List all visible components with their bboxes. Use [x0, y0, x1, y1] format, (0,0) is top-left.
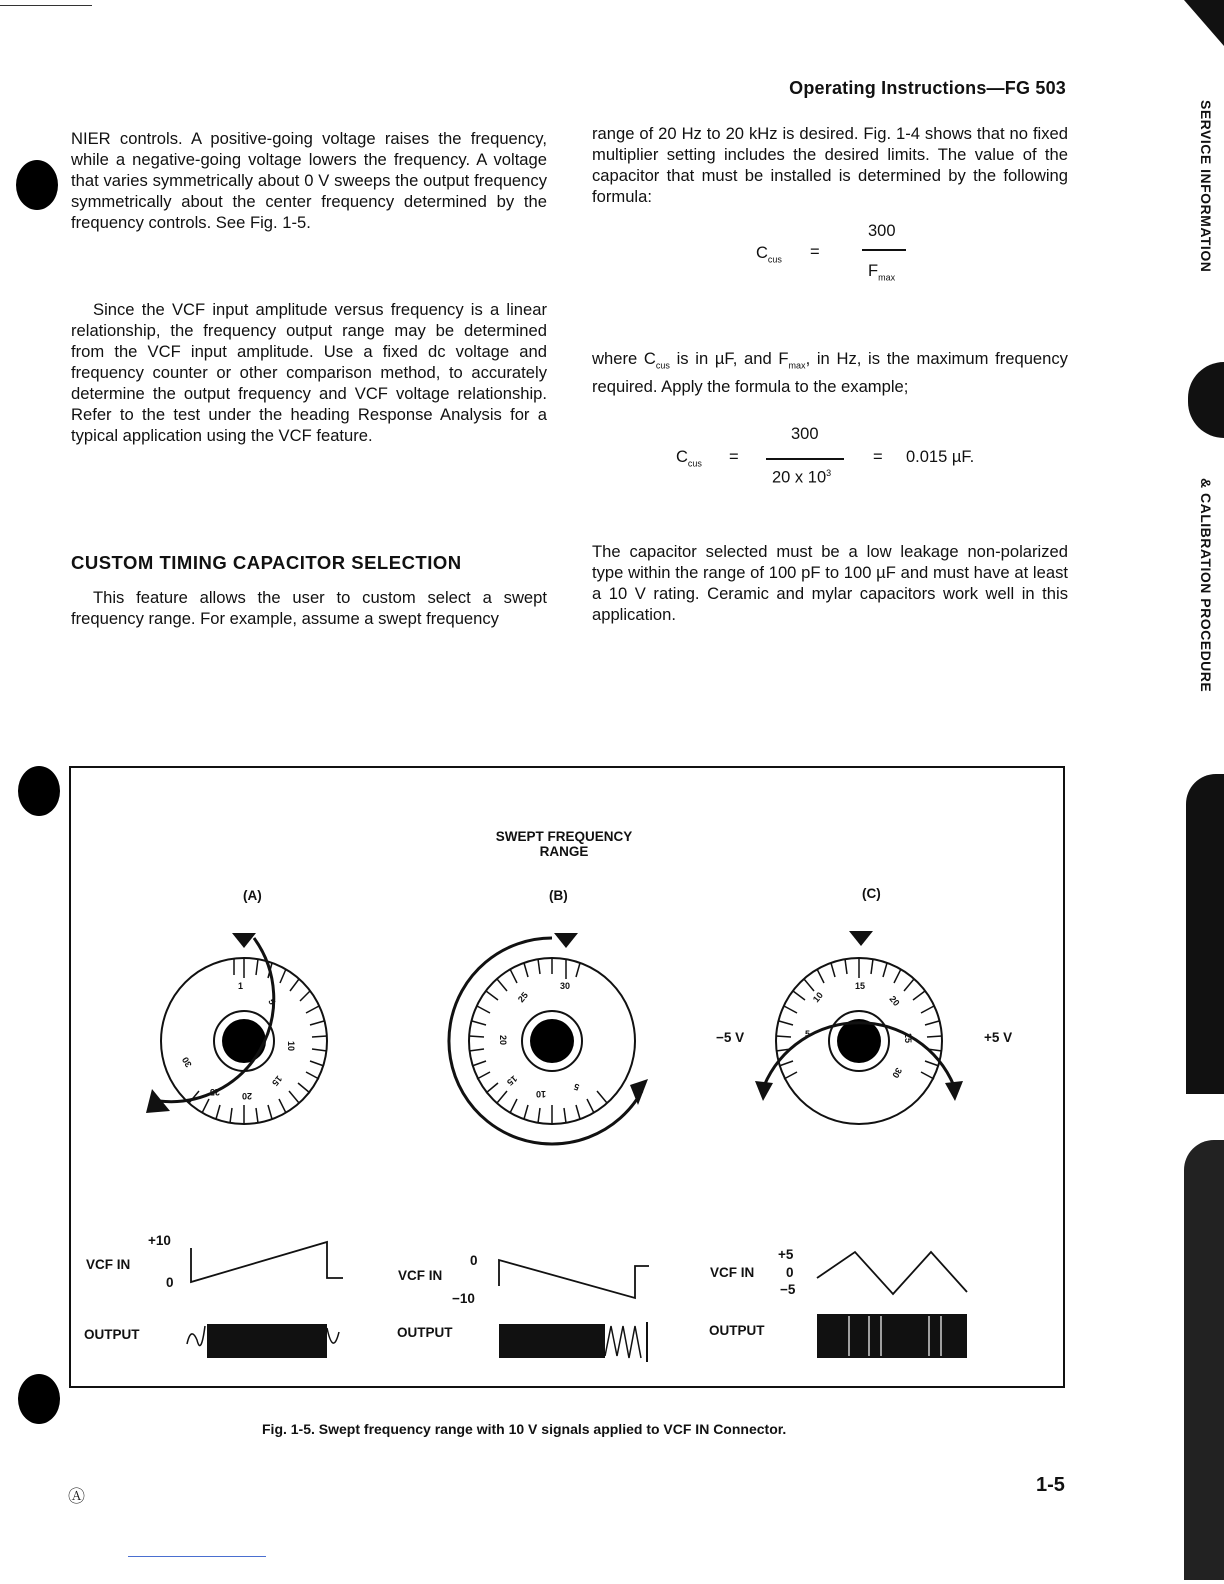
panel-b-vcf-bottom: −10 — [452, 1291, 475, 1306]
dial-a-num-5: 5 — [266, 997, 278, 1007]
dial-b-num-10: 10 — [535, 1089, 546, 1099]
left-paragraph-3 — [71, 587, 547, 629]
panel-a-label: (A) — [243, 888, 262, 903]
dial-b-num-15: 15 — [505, 1073, 520, 1088]
left-paragraph-2 — [71, 299, 547, 446]
dial-c-num-20: 20 — [887, 993, 902, 1008]
dial-a-pointer-icon — [232, 933, 256, 948]
formula2-result: 0.015 µF. — [906, 448, 975, 466]
dial-a — [146, 933, 327, 1124]
right-paragraph-1 — [592, 123, 1068, 207]
tab-marker-3 — [1186, 774, 1224, 1094]
dial-c — [755, 931, 963, 1124]
vcf-c-triangle — [817, 1252, 967, 1294]
side-tab-service-information: SERVICE INFORMATION — [1198, 100, 1214, 273]
dial-c-pointer-icon — [849, 931, 873, 946]
panel-b-vcf-top: 0 — [470, 1253, 478, 1268]
panel-c-output-label: OUTPUT — [709, 1323, 765, 1338]
dial-a-num-25: 25 — [209, 1087, 220, 1097]
panel-b-vcf-label: VCF IN — [398, 1268, 443, 1283]
formula1-numerator: 300 — [868, 222, 896, 240]
formula2-equals-2: = — [873, 448, 883, 466]
dial-b-knob — [530, 1019, 574, 1063]
paragraph-custom-timing: This feature allows the user to custom select a swept frequency range. For example, assume a swept frequency — [71, 588, 547, 628]
dial-b-num-30: 30 — [560, 981, 571, 991]
panel-c-minus5v: −5 V — [716, 1030, 745, 1045]
dial-c-right-arrow-icon — [945, 1081, 963, 1101]
dial-a-num-10: 10 — [286, 1041, 296, 1052]
tab-marker-2 — [1188, 362, 1224, 438]
formula1-equals: = — [810, 243, 820, 261]
paragraph-vcf-controls: NIER controls. A positive-going voltage raises the frequency, while a negative-going voltage lowers the frequency. A voltage that varies symmetrically about 0 V sweeps the output frequency symmetrically about the center frequency determined by the frequency controls. See Fig. 1-5. — [71, 129, 547, 232]
dial-b — [449, 933, 648, 1144]
dial-c-num-25: 25 — [903, 1033, 913, 1044]
dial-b-num-20: 20 — [498, 1035, 508, 1046]
output-c — [817, 1314, 967, 1358]
formula2-denominator: 20 x $10^3$ — [772, 468, 832, 487]
figure-diagram — [69, 766, 1065, 1388]
formula1-fraction-bar — [862, 249, 906, 251]
formula2-equals: = — [729, 448, 739, 466]
panel-a-vcf-bottom: 0 — [166, 1275, 174, 1290]
figure-title-line2: RANGE — [539, 844, 589, 859]
panel-c-vcf-top: +5 — [778, 1247, 794, 1262]
dial-a-num-15: 15 — [270, 1073, 285, 1088]
bottom-edge-rule — [128, 1556, 266, 1557]
dial-b-arrow-icon — [630, 1079, 648, 1105]
top-edge-rule — [0, 5, 92, 6]
panel-c-vcf-mid: 0 — [786, 1265, 794, 1280]
right-paragraph-3 — [592, 541, 1068, 625]
figure-title-line1: SWEPT FREQUENCY — [495, 829, 633, 844]
panel-b-output-label: OUTPUT — [397, 1325, 453, 1340]
formula2-fraction-bar — [766, 458, 844, 460]
dial-c-num-30: 30 — [890, 1066, 904, 1080]
dial-a-knob — [222, 1019, 266, 1063]
dial-c-left-arrow-icon — [755, 1081, 773, 1101]
side-tab-calibration-procedure: & CALIBRATION PROCEDURE — [1198, 478, 1214, 693]
formula2-lhs: $C_{cus}$ — [676, 448, 702, 469]
binder-hole-3 — [18, 1374, 60, 1424]
panel-c-vcf-label: VCF IN — [710, 1265, 755, 1280]
paragraph-where-ccus: where $C_{cus}$ is in µF, and $F_{max}$, in Hz, is the maximum frequency required. Apply the formula to the example; — [592, 349, 1068, 397]
vcf-b-sawtooth-down — [499, 1260, 649, 1298]
panel-c-label: (C) — [862, 886, 881, 901]
paragraph-vcf-linear: Since the VCF input amplitude versus frequency is a linear relationship, the frequency output range may be determined from the VCF input amplitude. Use a fixed dc voltage and frequency counter or other comparison method, to accurately determine the output frequency and VCF voltage relationship. Refer to the test under the heading Response Analysis for a typical application using the VCF feature. — [71, 300, 547, 445]
paragraph-capacitor-selected: The capacitor selected must be a low leakage non-polarized type within the range of 100 pF to 100 µF and must have at least a 10 V rating. Ceramic and mylar capacitors work well in this application. — [592, 542, 1068, 624]
dial-c-num-5: 5 — [805, 1029, 811, 1039]
dial-c-num-15: 15 — [855, 981, 866, 991]
output-a — [187, 1324, 339, 1358]
dial-b-num-25: 25 — [515, 990, 530, 1005]
running-header: Operating Instructions—FG 503 — [789, 78, 1066, 98]
page-number: 1-5 — [1036, 1474, 1065, 1496]
panel-a-output-label: OUTPUT — [84, 1327, 140, 1342]
panel-c-plus5v: +5 V — [984, 1030, 1013, 1045]
binder-hole-2 — [18, 766, 60, 816]
figure-caption: Fig. 1-5. Swept frequency range with 10 V signals applied to VCF IN Connector. — [262, 1421, 787, 1437]
revision-mark: Ⓐ — [68, 1487, 85, 1506]
panel-b-label: (B) — [549, 888, 568, 903]
dial-b-num-5: 5 — [572, 1081, 581, 1093]
section-heading: CUSTOM TIMING CAPACITOR SELECTION — [71, 552, 462, 573]
panel-a-vcf-label: VCF IN — [86, 1257, 131, 1272]
tab-marker-top — [1184, 0, 1224, 46]
panel-a-vcf-top: +10 — [148, 1233, 171, 1248]
output-b — [499, 1322, 647, 1362]
dial-c-num-10: 10 — [810, 990, 825, 1005]
panel-c-vcf-bottom: −5 — [780, 1282, 796, 1297]
dial-c-knob — [837, 1019, 881, 1063]
dial-b-pointer-icon — [554, 933, 578, 948]
dial-a-num-1: 1 — [238, 981, 244, 991]
formula1-lhs: $C_{cus}$ — [756, 244, 782, 265]
binder-hole-1 — [16, 160, 58, 210]
tab-marker-4 — [1184, 1140, 1224, 1580]
dial-a-num-20: 20 — [241, 1091, 252, 1101]
formula1-denominator: $F_{max}$ — [868, 262, 896, 283]
vcf-a-sawtooth-up — [191, 1242, 343, 1282]
paragraph-range-desired: range of 20 Hz to 20 kHz is desired. Fig. 1-4 shows that no fixed multiplier setting includes the desired limits. The value of the capacitor that must be installed is determined by the following formula: — [592, 124, 1068, 206]
vcf-waveforms — [191, 1242, 967, 1298]
formula2-numerator: 300 — [791, 425, 819, 443]
left-paragraph-1 — [71, 128, 547, 233]
right-paragraph-2 — [592, 348, 1068, 397]
dial-a-num-30: 30 — [180, 1055, 194, 1069]
